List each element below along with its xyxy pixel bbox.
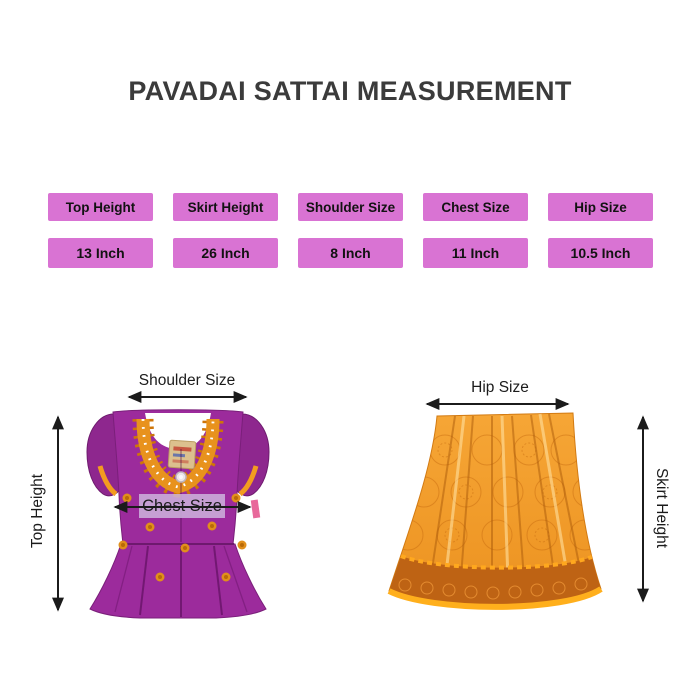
value-skirt-height: 26 Inch [173, 238, 278, 268]
top-height-label: Top Height [29, 473, 46, 549]
chest-size-label: Chest Size [139, 494, 225, 518]
value-hip-size: 10.5 Inch [548, 238, 653, 268]
header-hip-size: Hip Size [548, 193, 653, 221]
shoulder-size-label: Shoulder Size [138, 372, 236, 389]
hip-size-label: Hip Size [471, 379, 529, 396]
header-top-height: Top Height [48, 193, 153, 221]
header-shoulder-size: Shoulder Size [298, 193, 403, 221]
skirt-height-label: Skirt Height [653, 467, 670, 549]
value-chest-size: 11 Inch [423, 238, 528, 268]
value-top-height: 13 Inch [48, 238, 153, 268]
page-title: PAVADAI SATTAI MEASUREMENT [128, 76, 572, 106]
value-shoulder-size: 8 Inch [298, 238, 403, 268]
header-skirt-height: Skirt Height [173, 193, 278, 221]
header-chest-size: Chest Size [423, 193, 528, 221]
